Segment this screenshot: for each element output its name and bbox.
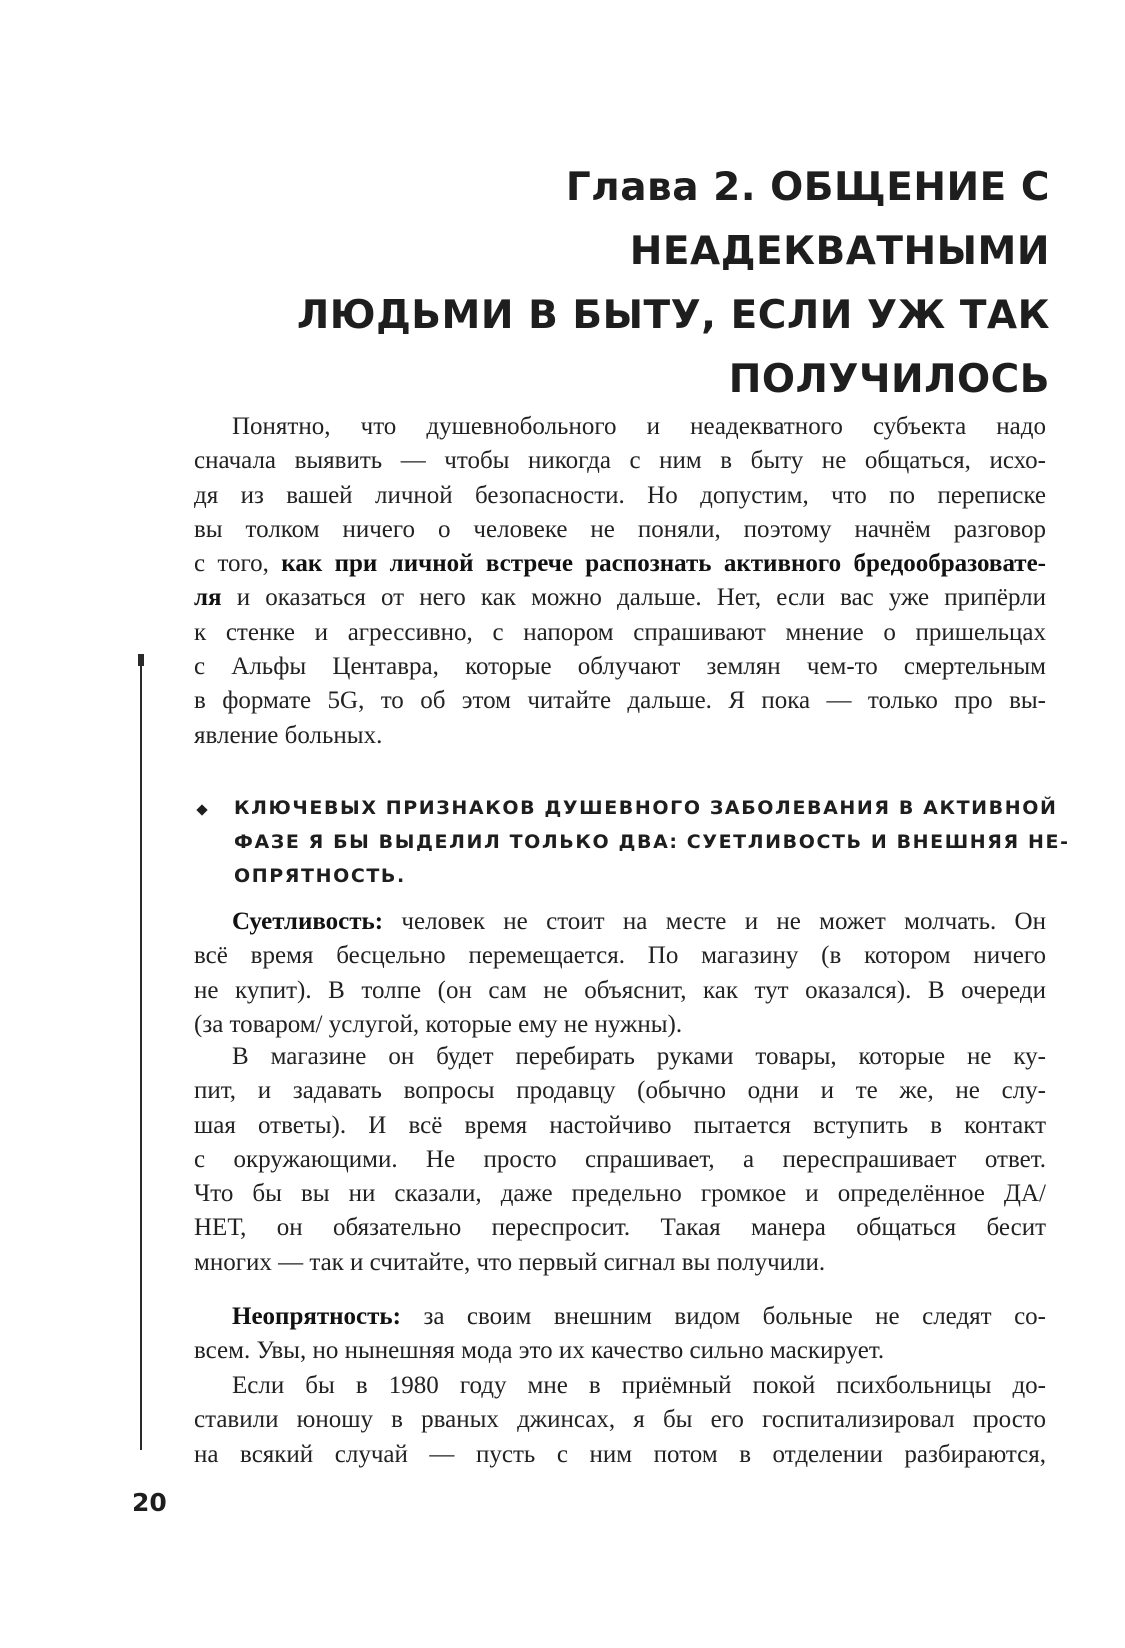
text-line: всем. Увы, но нынешняя мода это их качество сильно маскирует.	[194, 1337, 885, 1365]
text-run: с того,	[194, 550, 282, 578]
term-label: Неопрятность:	[232, 1303, 401, 1330]
text-line: Понятно, что душевнобольного и неадекватного субъекта надо	[232, 413, 1046, 440]
bullet-line: ФАЗЕ Я БЫ ВЫДЕЛИЛ ТОЛЬКО ДВА: СУЕТЛИВОСТЬ И ВНЕШНЯЯ НЕ-	[234, 831, 1070, 853]
margin-rule	[140, 658, 142, 1450]
text-line	[194, 581, 1046, 615]
text-line: в формате 5G, то об этом читайте дальше. Я пока — только про вы-	[194, 687, 1046, 715]
bullet-line: ОПРЯТНОСТЬ.	[234, 865, 406, 887]
chapter-title-line: Глава 2. ОБЩЕНИЕ С НЕАДЕКВАТНЫМИ	[565, 165, 1050, 274]
text-line: дя из вашей личной безопасности. Но допустим, что по переписке	[194, 481, 1046, 509]
page-number: 20	[132, 1488, 167, 1517]
text-line: Если бы в 1980 году мне в приёмный покой психбольницы до-	[232, 1372, 1046, 1399]
text-line: ставили юношу в рваных джинсах, я бы его госпитализировал просто	[194, 1406, 1046, 1434]
text-line: (за товаром/ услугой, которые ему не нужны).	[194, 1010, 683, 1038]
intro-paragraph	[194, 410, 1046, 753]
text-run: за своим внешним видом больные не следят со-	[400, 1303, 1046, 1330]
text-line: пит, и задавать вопросы продавцу (обычно одни и те же, не слу-	[194, 1077, 1046, 1105]
text-run: и оказаться от него как можно дальше. Нет, если вас уже припёрли	[221, 584, 1046, 612]
fussiness-paragraph	[194, 905, 1046, 1042]
bullet-line: КЛЮЧЕВЫХ ПРИЗНАКОВ ДУШЕВНОГО ЗАБОЛЕВАНИЯ В АКТИВНОЙ	[234, 797, 1058, 819]
text-line: с окружающими. Не просто спрашивает, а переспрашивает ответ.	[194, 1145, 1046, 1173]
text-line	[194, 1300, 1046, 1334]
text-line: Что бы вы ни сказали, даже предельно громкое и определённое ДА/	[194, 1180, 1046, 1208]
text-line	[194, 547, 1046, 581]
untidiness-paragraph	[194, 1300, 1046, 1369]
text-line: сначала выявить — чтобы никогда с ним в быту не общаться, исхо-	[194, 447, 1046, 475]
text-line: всё время бесцельно перемещается. По магазину (в котором ничего	[194, 942, 1046, 970]
text-line: с Альфы Центавра, которые облучают землян чем-то смертельным	[194, 653, 1046, 681]
text-line: к стенке и агрессивно, с напором спрашивают мнение о пришельцах	[194, 618, 1046, 646]
text-line: не купит). В толпе (он сам не объяснит, как тут оказался). В очереди	[194, 976, 1046, 1004]
text-line: вы толком ничего о человеке не поняли, поэтому начнём разговор	[194, 515, 1046, 543]
text-line	[194, 905, 1046, 939]
emphasis-text: ля	[194, 584, 222, 612]
chapter-title-line: ЛЮДЬМИ В БЫТУ, ЕСЛИ УЖ ТАК	[296, 293, 1050, 338]
text-line: явление больных.	[194, 721, 383, 749]
text-line: НЕТ, он обязательно переспросит. Такая манера общаться бесит	[194, 1214, 1046, 1242]
shop-paragraph	[194, 1040, 1046, 1280]
text-line: В магазине он будет перебирать руками товары, которые не ку-	[232, 1043, 1046, 1070]
key-signs-bullet	[194, 791, 1070, 893]
chapter-title	[170, 156, 1050, 412]
text-line: на всякий случай — пусть с ним потом в отделении разбираются,	[194, 1440, 1046, 1468]
chapter-title-line: ПОЛУЧИЛОСЬ	[728, 357, 1050, 402]
term-label: Суетливость:	[232, 908, 384, 935]
jeans-paragraph	[194, 1369, 1046, 1472]
text-line: многих — так и считайте, что первый сигнал вы получили.	[194, 1248, 826, 1276]
emphasis-text: как при личной встрече распознать активного бредообразовате-	[281, 550, 1046, 578]
text-run: человек не стоит на месте и не может молчать. Он	[383, 908, 1046, 935]
text-line: шая ответы). И всё время настойчиво пытается вступить в контакт	[194, 1111, 1046, 1139]
